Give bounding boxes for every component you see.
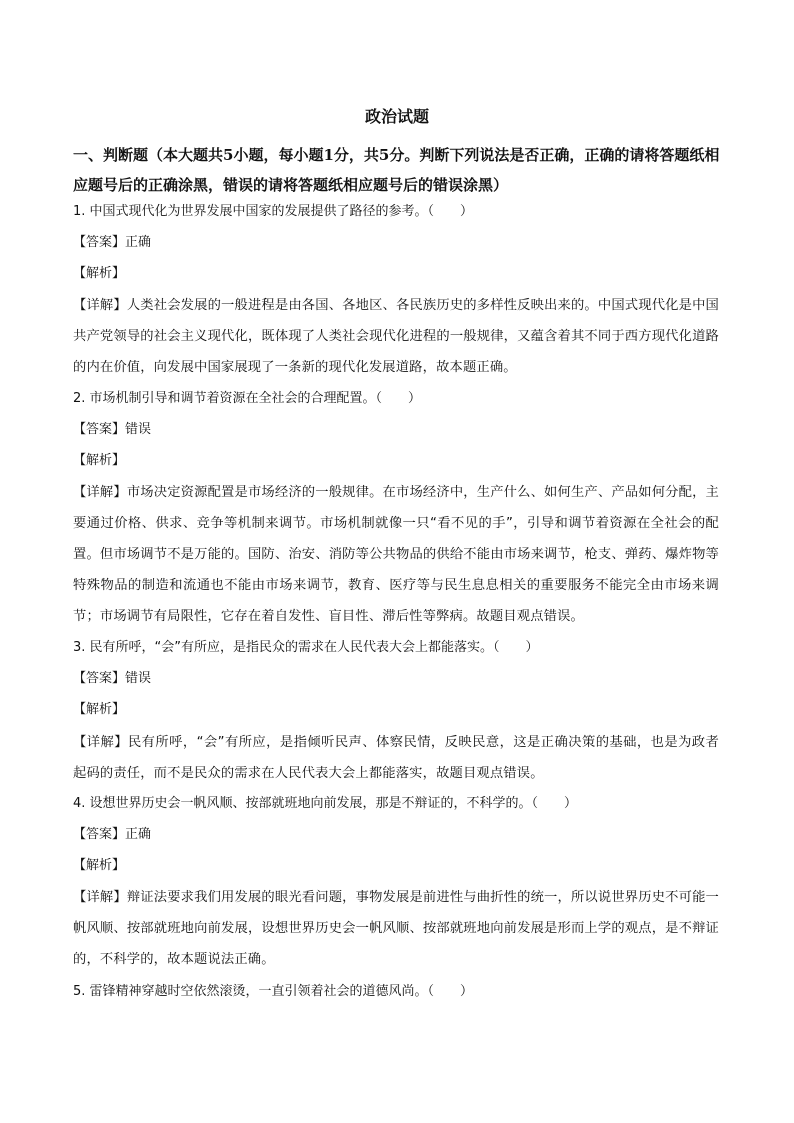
answer-tag: 【答案】 <box>73 235 126 250</box>
question-4-answer <box>73 825 723 845</box>
question-4-analysis-tag: 【解析】 <box>73 858 126 873</box>
answer-value: 错误 <box>125 671 152 686</box>
detail-text: 人类社会发展的一般进程是由各国、各地区、各民族历史的多样性反映出来的。中国式现代化是中国共产党领导的社会主义现代化，既体现了人类社会现代化进程的一般规律，又蕴含着其不同于西方现代化道路的内在价值，向发展中国家展现了一条新的现代化发展道路，故本题正确。 <box>73 298 719 375</box>
question-3-stem: 3. 民有所呼，“会”有所应，是指民众的需求在人民代表大会上都能落实。（ ） <box>73 640 539 655</box>
question-5-stem: 5. 雷锋精神穿越时空依然滚烫，一直引领着社会的道德风尚。（ ） <box>73 984 474 999</box>
detail-tag: 【详解】 <box>73 298 127 313</box>
question-2-analysis-tag: 【解析】 <box>73 453 126 468</box>
answer-value: 正确 <box>125 827 152 842</box>
detail-tag: 【详解】 <box>73 485 127 500</box>
question-3-answer <box>73 669 723 689</box>
question-4-detail <box>73 882 719 975</box>
question-1-answer <box>73 233 723 253</box>
question-1-stem: 1. 中国式现代化为世界发展中国家的发展提供了路径的参考。（ ） <box>73 204 474 219</box>
answer-tag: 【答案】 <box>73 422 126 437</box>
page-title: 政治试题 <box>364 107 429 126</box>
detail-tag: 【详解】 <box>73 735 128 750</box>
question-1-analysis-tag: 【解析】 <box>73 266 126 281</box>
answer-value: 错误 <box>125 422 152 437</box>
question-1-detail <box>73 290 719 383</box>
answer-tag: 【答案】 <box>73 671 126 686</box>
detail-text: 市场决定资源配置是市场经济的一般规律。在市场经济中，生产什么、如何生产、产品如何分配，主要通过价格、供求、竞争等机制来调节。市场机制就像一只“看不见的手”，引导和调节着资源在全社会的配置。但市场调节不是万能的。国防、治安、消防等公共物品的供给不能由市场来调节，枪支、弹药、爆炸物等特殊物品的制造和流通也不能由市场来调节，教育、医疗等与民生息息相关的重要服务不能完全由市场来调节；市场调节有局限性，它存在着自发性、盲目性、滞后性等弊病。故题目观点错误。 <box>73 485 719 624</box>
question-4-stem: 4. 设想世界历史会一帆风顺、按部就班地向前发展，那是不辩证的，不科学的。（ ） <box>73 796 578 811</box>
answer-value: 正确 <box>125 235 152 250</box>
detail-text: 辩证法要求我们用发展的眼光看问题，事物发展是前进性与曲折性的统一，所以说世界历史不可能一帆风顺、按部就班地向前发展，设想世界历史会一帆风顺、按部就班地向前发展是形而上学的观点，是不辩证的，不科学的，故本题说法正确。 <box>73 890 719 967</box>
question-2-detail <box>73 477 719 632</box>
question-3-analysis-tag: 【解析】 <box>73 702 126 717</box>
question-2-stem: 2. 市场机制引导和调节着资源在全社会的合理配置。（ ） <box>73 391 422 406</box>
answer-tag: 【答案】 <box>73 827 126 842</box>
section-heading: 一、判断题（本大题共5小题，每小题1分，共5分。判断下列说法是否正确，正确的请将答题纸相应题号后的正确涂黑，错误的请将答题纸相应题号后的错误涂黑） <box>73 146 720 194</box>
question-3-detail <box>73 727 719 789</box>
detail-tag: 【详解】 <box>73 890 127 905</box>
question-2-answer <box>73 420 723 440</box>
detail-text: 民有所呼，“会”有所应，是指倾听民声、体察民情，反映民意，这是正确决策的基础，也是为政者起码的责任，而不是民众的需求在人民代表大会上都能落实，故题目观点错误。 <box>73 735 719 781</box>
